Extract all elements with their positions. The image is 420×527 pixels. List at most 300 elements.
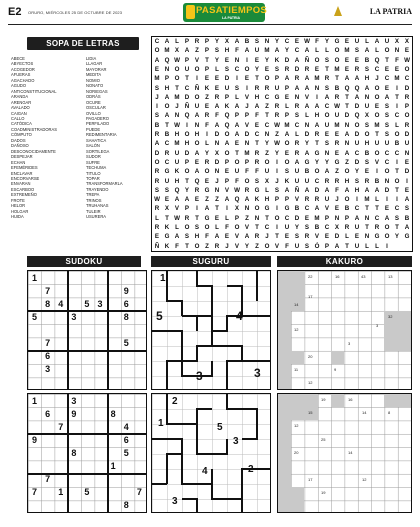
letter-cell[interactable]: S xyxy=(214,47,220,55)
letter-cell[interactable]: D xyxy=(404,168,410,176)
letter-cell[interactable]: P xyxy=(274,75,280,83)
letter-cell[interactable]: J xyxy=(215,177,219,185)
letter-cell[interactable]: O xyxy=(384,47,390,55)
letter-cell[interactable]: A xyxy=(304,149,310,157)
letter-cell[interactable]: S xyxy=(304,224,310,232)
letter-cell[interactable]: T xyxy=(345,93,349,101)
letter-cell[interactable]: N xyxy=(344,121,350,129)
letter-cell[interactable]: F xyxy=(315,38,319,45)
letter-cell[interactable]: O xyxy=(364,131,370,139)
letter-cell[interactable]: N xyxy=(334,214,340,222)
letter-cell[interactable]: D xyxy=(294,65,300,73)
letter-cell[interactable]: R xyxy=(284,65,290,73)
letter-cell[interactable]: R xyxy=(154,224,160,232)
letter-cell[interactable]: O xyxy=(244,65,250,73)
letter-cell[interactable]: V xyxy=(174,205,180,213)
letter-cell[interactable]: A xyxy=(164,93,170,101)
letter-cell[interactable]: D xyxy=(184,93,190,101)
letter-cell[interactable]: A xyxy=(164,38,170,45)
letter-cell[interactable]: S xyxy=(274,65,280,73)
letter-cell[interactable]: P xyxy=(244,158,250,166)
letter-cell[interactable]: C xyxy=(324,103,330,111)
letter-cell[interactable]: H xyxy=(164,84,170,92)
letter-cell[interactable]: Z xyxy=(265,149,269,157)
letter-cell[interactable]: O xyxy=(384,233,390,241)
letter-cell[interactable]: U xyxy=(364,103,370,111)
letter-cell[interactable]: A xyxy=(284,75,290,83)
letter-cell[interactable]: A xyxy=(354,214,360,222)
letter-cell[interactable]: N xyxy=(194,121,200,129)
letter-cell[interactable]: E xyxy=(284,93,290,101)
letter-cell[interactable]: N xyxy=(324,149,330,157)
letter-cell[interactable]: R xyxy=(254,233,260,241)
letter-cell[interactable]: K xyxy=(164,242,170,250)
letter-cell[interactable]: O xyxy=(264,75,270,83)
letter-cell[interactable]: Z xyxy=(255,242,259,250)
letter-cell[interactable]: F xyxy=(335,186,339,194)
letter-cell[interactable]: V xyxy=(244,93,250,101)
letter-cell[interactable]: U xyxy=(324,121,330,129)
letter-cell[interactable]: P xyxy=(204,38,210,45)
letter-cell[interactable]: Z xyxy=(215,196,219,204)
letter-cell[interactable]: Y xyxy=(354,168,360,176)
letter-cell[interactable]: Z xyxy=(205,196,209,204)
letter-cell[interactable]: Q xyxy=(224,112,230,120)
letter-cell[interactable]: P xyxy=(324,214,330,222)
letter-cell[interactable]: I xyxy=(276,224,278,232)
letter-cell[interactable]: O xyxy=(334,56,340,64)
letter-cell[interactable]: A xyxy=(284,186,290,194)
letter-cell[interactable]: U xyxy=(174,158,180,166)
letter-cell[interactable]: N xyxy=(214,186,220,194)
letter-cell[interactable]: S xyxy=(364,158,370,166)
letter-cell[interactable]: D xyxy=(354,131,360,139)
letter-cell[interactable]: G xyxy=(264,205,270,213)
letter-cell[interactable]: C xyxy=(394,149,400,157)
letter-cell[interactable]: S xyxy=(404,205,410,213)
letter-cell[interactable]: E xyxy=(294,38,300,45)
letter-cell[interactable]: I xyxy=(396,196,398,204)
letter-cell[interactable]: A xyxy=(344,186,350,194)
letter-cell[interactable]: V xyxy=(314,233,320,241)
letter-cell[interactable]: X xyxy=(214,149,220,157)
letter-cell[interactable]: R xyxy=(264,84,270,92)
letter-cell[interactable]: C xyxy=(354,149,360,157)
letter-cell[interactable]: G xyxy=(314,149,320,157)
letter-cell[interactable]: R xyxy=(364,177,370,185)
letter-cell[interactable]: S xyxy=(294,233,300,241)
letter-cell[interactable]: Y xyxy=(274,149,280,157)
letter-cell[interactable]: S xyxy=(324,56,330,64)
letter-cell[interactable]: O xyxy=(164,103,170,111)
letter-cell[interactable]: F xyxy=(395,56,399,64)
letter-cell[interactable]: C xyxy=(164,140,170,148)
letter-cell[interactable]: U xyxy=(384,38,390,45)
letter-cell[interactable]: B xyxy=(364,149,370,157)
letter-cell[interactable]: V xyxy=(374,158,380,166)
letter-cell[interactable]: W xyxy=(404,56,410,64)
letter-cell[interactable]: M xyxy=(174,140,180,148)
letter-cell[interactable]: T xyxy=(165,214,169,222)
letter-cell[interactable]: A xyxy=(344,75,350,83)
letter-cell[interactable]: V xyxy=(224,186,230,194)
letter-cell[interactable]: R xyxy=(294,103,300,111)
letter-cell[interactable]: T xyxy=(325,65,329,73)
letter-cell[interactable]: B xyxy=(334,84,340,92)
letter-cell[interactable]: G xyxy=(404,233,410,241)
letter-cell[interactable]: O xyxy=(234,158,240,166)
letter-cell[interactable]: I xyxy=(396,158,398,166)
letter-cell[interactable]: M xyxy=(334,65,340,73)
letter-cell[interactable]: V xyxy=(194,56,200,64)
letter-cell[interactable]: B xyxy=(154,121,160,129)
letter-cell[interactable]: I xyxy=(406,177,408,185)
letter-cell[interactable]: M xyxy=(344,47,350,55)
letter-cell[interactable]: G xyxy=(304,158,310,166)
letter-cell[interactable]: O xyxy=(194,65,200,73)
letter-cell[interactable]: I xyxy=(396,84,398,92)
letter-cell[interactable]: L xyxy=(175,38,179,45)
letter-cell[interactable]: C xyxy=(294,121,300,129)
letter-cell[interactable]: H xyxy=(254,93,260,101)
letter-cell[interactable]: A xyxy=(234,38,240,45)
letter-cell[interactable]: X xyxy=(164,205,170,213)
letter-cell[interactable]: J xyxy=(275,177,279,185)
letter-cell[interactable]: R xyxy=(154,131,160,139)
letter-cell[interactable]: U xyxy=(354,224,360,232)
letter-cell[interactable]: R xyxy=(254,149,260,157)
letter-cell[interactable]: Z xyxy=(345,158,349,166)
letter-cell[interactable]: P xyxy=(184,205,190,213)
letter-cell[interactable]: T xyxy=(365,224,369,232)
letter-cell[interactable]: S xyxy=(364,121,370,129)
letter-cell[interactable]: F xyxy=(255,168,259,176)
letter-cell[interactable]: T xyxy=(345,103,349,111)
letter-cell[interactable]: E xyxy=(214,214,220,222)
letter-cell[interactable]: T xyxy=(275,233,279,241)
letter-cell[interactable]: Z xyxy=(205,242,209,250)
letter-cell[interactable]: P xyxy=(164,75,170,83)
letter-cell[interactable]: J xyxy=(265,233,269,241)
letter-cell[interactable]: O xyxy=(204,168,210,176)
letter-cell[interactable]: C xyxy=(154,38,160,45)
letter-cell[interactable]: P xyxy=(224,93,230,101)
letter-cell[interactable]: W xyxy=(174,214,180,222)
letter-cell[interactable]: S xyxy=(254,38,260,45)
letter-cell[interactable]: I xyxy=(236,75,238,83)
letter-cell[interactable]: D xyxy=(184,149,190,157)
letter-cell[interactable]: A xyxy=(244,47,250,55)
letter-cell[interactable]: B xyxy=(314,224,320,232)
letter-cell[interactable]: B xyxy=(404,214,410,222)
letter-cell[interactable]: R xyxy=(344,224,350,232)
letter-cell[interactable]: H xyxy=(224,47,230,55)
letter-cell[interactable]: N xyxy=(364,214,370,222)
letter-cell[interactable]: D xyxy=(354,103,360,111)
letter-cell[interactable]: M xyxy=(244,149,250,157)
letter-cell[interactable]: P xyxy=(244,112,250,120)
letter-cell[interactable]: R xyxy=(304,233,310,241)
letter-cell[interactable]: O xyxy=(254,205,260,213)
letter-cell[interactable]: E xyxy=(394,65,400,73)
letter-cell[interactable]: E xyxy=(284,149,290,157)
letter-cell[interactable]: S xyxy=(194,224,200,232)
letter-cell[interactable]: E xyxy=(194,196,200,204)
letter-cell[interactable]: E xyxy=(284,233,290,241)
sudoku-bottom[interactable] xyxy=(27,393,147,513)
letter-cell[interactable]: N xyxy=(214,140,220,148)
letter-cell[interactable]: H xyxy=(174,131,180,139)
letter-cell[interactable]: R xyxy=(204,112,210,120)
letter-cell[interactable]: Ñ xyxy=(154,242,160,250)
letter-cell[interactable]: E xyxy=(154,233,160,241)
letter-cell[interactable]: N xyxy=(164,65,170,73)
letter-cell[interactable]: A xyxy=(254,103,260,111)
letter-cell[interactable]: B xyxy=(294,205,300,213)
letter-cell[interactable]: Q xyxy=(194,177,200,185)
letter-cell[interactable]: G xyxy=(274,93,280,101)
letter-cell[interactable]: S xyxy=(254,177,260,185)
letter-cell[interactable]: A xyxy=(324,186,330,194)
letter-cell[interactable]: L xyxy=(215,65,219,73)
letter-cell[interactable]: J xyxy=(245,103,249,111)
letter-cell[interactable]: E xyxy=(254,121,260,129)
letter-cell[interactable]: C xyxy=(184,84,190,92)
letter-cell[interactable]: C xyxy=(264,224,270,232)
letter-cell[interactable]: B xyxy=(244,38,250,45)
letter-cell[interactable]: R xyxy=(314,131,320,139)
letter-cell[interactable]: D xyxy=(284,56,290,64)
letter-cell[interactable]: M xyxy=(284,121,290,129)
letter-cell[interactable]: I xyxy=(386,196,388,204)
letter-cell[interactable]: Y xyxy=(204,149,210,157)
letter-cell[interactable]: L xyxy=(305,112,309,120)
letter-cell[interactable]: D xyxy=(384,186,390,194)
letter-cell[interactable]: I xyxy=(226,205,228,213)
letter-cell[interactable]: R xyxy=(154,168,160,176)
letter-cell[interactable]: N xyxy=(244,140,250,148)
letter-cell[interactable]: W xyxy=(304,38,310,45)
letter-cell[interactable]: Q xyxy=(354,84,360,92)
letter-cell[interactable]: A xyxy=(404,224,410,232)
letter-cell[interactable]: A xyxy=(154,140,160,148)
letter-cell[interactable]: N xyxy=(364,233,370,241)
letter-cell[interactable]: O xyxy=(374,84,380,92)
letter-cell[interactable]: L xyxy=(155,214,159,222)
letter-cell[interactable]: I xyxy=(196,75,198,83)
letter-cell[interactable]: O xyxy=(224,149,230,157)
letter-cell[interactable]: O xyxy=(174,65,180,73)
letter-cell[interactable]: X xyxy=(394,38,400,45)
letter-cell[interactable]: V xyxy=(304,93,310,101)
letter-cell[interactable]: I xyxy=(156,103,158,111)
letter-cell[interactable]: L xyxy=(265,186,269,194)
letter-cell[interactable]: F xyxy=(255,112,259,120)
letter-cell[interactable]: K xyxy=(174,168,180,176)
letter-cell[interactable]: Q xyxy=(354,112,360,120)
letter-cell[interactable]: A xyxy=(294,158,300,166)
letter-cell[interactable]: P xyxy=(234,112,240,120)
letter-cell[interactable]: E xyxy=(154,65,160,73)
letter-cell[interactable]: G xyxy=(204,214,210,222)
letter-cell[interactable]: C xyxy=(164,158,170,166)
letter-cell[interactable]: A xyxy=(184,47,190,55)
letter-cell[interactable]: U xyxy=(324,196,330,204)
letter-cell[interactable]: R xyxy=(254,84,260,92)
letter-cell[interactable]: H xyxy=(194,233,200,241)
letter-cell[interactable]: T xyxy=(345,242,349,250)
letter-cell[interactable]: B xyxy=(364,56,370,64)
letter-cell[interactable]: E xyxy=(404,158,410,166)
letter-cell[interactable]: Y xyxy=(324,38,330,45)
letter-cell[interactable]: L xyxy=(325,47,329,55)
letter-cell[interactable]: O xyxy=(154,158,160,166)
letter-cell[interactable]: L xyxy=(205,140,209,148)
letter-cell[interactable]: L xyxy=(375,242,379,250)
letter-cell[interactable]: C xyxy=(264,121,270,129)
letter-cell[interactable]: E xyxy=(164,196,170,204)
letter-cell[interactable]: T xyxy=(265,112,269,120)
letter-cell[interactable]: Q xyxy=(174,186,180,194)
letter-cell[interactable]: V xyxy=(234,233,240,241)
letter-cell[interactable]: Ñ xyxy=(194,84,200,92)
letter-cell[interactable]: P xyxy=(284,84,290,92)
letter-cell[interactable]: O xyxy=(354,121,360,129)
letter-cell[interactable]: E xyxy=(384,205,390,213)
kakuro-top[interactable] xyxy=(277,270,412,390)
letter-cell[interactable]: C xyxy=(294,47,300,55)
letter-cell[interactable]: V xyxy=(244,224,250,232)
letter-cell[interactable]: C xyxy=(384,149,390,157)
letter-cell[interactable]: R xyxy=(154,177,160,185)
letter-cell[interactable]: T xyxy=(335,75,339,83)
letter-cell[interactable]: L xyxy=(285,103,289,111)
letter-cell[interactable]: T xyxy=(375,131,379,139)
letter-cell[interactable]: L xyxy=(365,242,369,250)
letter-cell[interactable]: A xyxy=(384,214,390,222)
letter-cell[interactable]: W xyxy=(274,140,280,148)
letter-cell[interactable]: Z xyxy=(335,168,339,176)
letter-cell[interactable]: R xyxy=(304,196,310,204)
letter-cell[interactable]: R xyxy=(214,93,220,101)
letter-cell[interactable]: T xyxy=(255,75,259,83)
letter-cell[interactable]: E xyxy=(324,131,330,139)
letter-cell[interactable]: A xyxy=(304,103,310,111)
letter-cell[interactable]: I xyxy=(276,158,278,166)
letter-cell[interactable]: T xyxy=(375,205,379,213)
letter-cell[interactable]: P xyxy=(204,47,210,55)
letter-cell[interactable]: R xyxy=(294,75,300,83)
letter-cell[interactable]: T xyxy=(255,140,259,148)
letter-cell[interactable]: O xyxy=(274,214,280,222)
letter-cell[interactable]: A xyxy=(184,196,190,204)
letter-cell[interactable]: L xyxy=(315,47,319,55)
letter-cell[interactable]: L xyxy=(215,224,219,232)
letter-cell[interactable]: M xyxy=(174,93,180,101)
letter-cell[interactable]: O xyxy=(344,168,350,176)
letter-cell[interactable]: N xyxy=(384,177,390,185)
letter-cell[interactable]: Y xyxy=(214,56,220,64)
letter-cell[interactable]: E xyxy=(224,233,230,241)
letter-cell[interactable]: H xyxy=(194,131,200,139)
letter-cell[interactable]: T xyxy=(365,205,369,213)
letter-cell[interactable]: K xyxy=(254,196,260,204)
letter-cell[interactable]: I xyxy=(396,103,398,111)
letter-cell[interactable]: O xyxy=(404,112,410,120)
letter-cell[interactable]: R xyxy=(204,158,210,166)
letter-cell[interactable]: O xyxy=(234,224,240,232)
letter-cell[interactable]: D xyxy=(404,131,410,139)
letter-cell[interactable]: U xyxy=(284,224,290,232)
letter-cell[interactable]: Z xyxy=(275,131,279,139)
letter-cell[interactable]: T xyxy=(235,149,239,157)
letter-cell[interactable]: I xyxy=(376,168,378,176)
letter-cell[interactable]: A xyxy=(234,103,240,111)
letter-cell[interactable]: H xyxy=(364,75,370,83)
letter-cell[interactable]: M xyxy=(164,47,170,55)
letter-cell[interactable]: M xyxy=(264,47,270,55)
letter-cell[interactable]: A xyxy=(404,196,410,204)
letter-cell[interactable]: Z xyxy=(265,103,269,111)
letter-cell[interactable]: P xyxy=(184,158,190,166)
letter-cell[interactable]: N xyxy=(304,121,310,129)
letter-cell[interactable]: E xyxy=(404,47,410,55)
letter-cell[interactable]: A xyxy=(344,131,350,139)
letter-cell[interactable]: G xyxy=(334,38,340,45)
letter-cell[interactable]: F xyxy=(205,121,209,129)
letter-cell[interactable]: A xyxy=(234,121,240,129)
letter-cell[interactable]: U xyxy=(174,149,180,157)
letter-cell[interactable]: O xyxy=(224,131,230,139)
letter-cell[interactable]: O xyxy=(184,168,190,176)
letter-cell[interactable]: P xyxy=(284,196,290,204)
letter-cell[interactable]: R xyxy=(194,186,200,194)
letter-cell[interactable]: M xyxy=(314,75,320,83)
letter-cell[interactable]: A xyxy=(244,196,250,204)
letter-cell[interactable]: G xyxy=(204,186,210,194)
suguru-top[interactable] xyxy=(151,270,271,390)
letter-cell[interactable]: F xyxy=(225,224,229,232)
letter-cell[interactable]: U xyxy=(304,177,310,185)
letter-cell[interactable]: S xyxy=(384,121,390,129)
letter-cell[interactable]: A xyxy=(314,121,320,129)
letter-cell[interactable]: M xyxy=(394,75,400,83)
letter-cell[interactable]: Y xyxy=(264,56,270,64)
letter-cell[interactable]: O xyxy=(154,47,160,55)
letter-cell[interactable]: F xyxy=(235,177,239,185)
letter-cell[interactable]: X xyxy=(224,38,230,45)
letter-cell[interactable]: K xyxy=(284,177,290,185)
letter-cell[interactable]: E xyxy=(234,140,240,148)
letter-cell[interactable]: N xyxy=(254,214,260,222)
letter-cell[interactable]: N xyxy=(244,205,250,213)
letter-cell[interactable]: A xyxy=(214,121,220,129)
letter-cell[interactable]: K xyxy=(204,84,210,92)
letter-cell[interactable]: H xyxy=(184,140,190,148)
letter-cell[interactable]: A xyxy=(324,93,330,101)
letter-cell[interactable]: T xyxy=(385,56,389,64)
letter-cell[interactable]: L xyxy=(235,93,239,101)
letter-cell[interactable]: D xyxy=(244,131,250,139)
letter-cell[interactable]: T xyxy=(265,214,269,222)
letter-cell[interactable]: E xyxy=(344,56,350,64)
letter-cell[interactable]: E xyxy=(304,214,310,222)
letter-cell[interactable]: E xyxy=(214,75,220,83)
letter-cell[interactable]: C xyxy=(284,214,290,222)
letter-cell[interactable]: E xyxy=(204,177,210,185)
letter-cell[interactable]: R xyxy=(294,140,300,148)
letter-cell[interactable]: A xyxy=(344,149,350,157)
